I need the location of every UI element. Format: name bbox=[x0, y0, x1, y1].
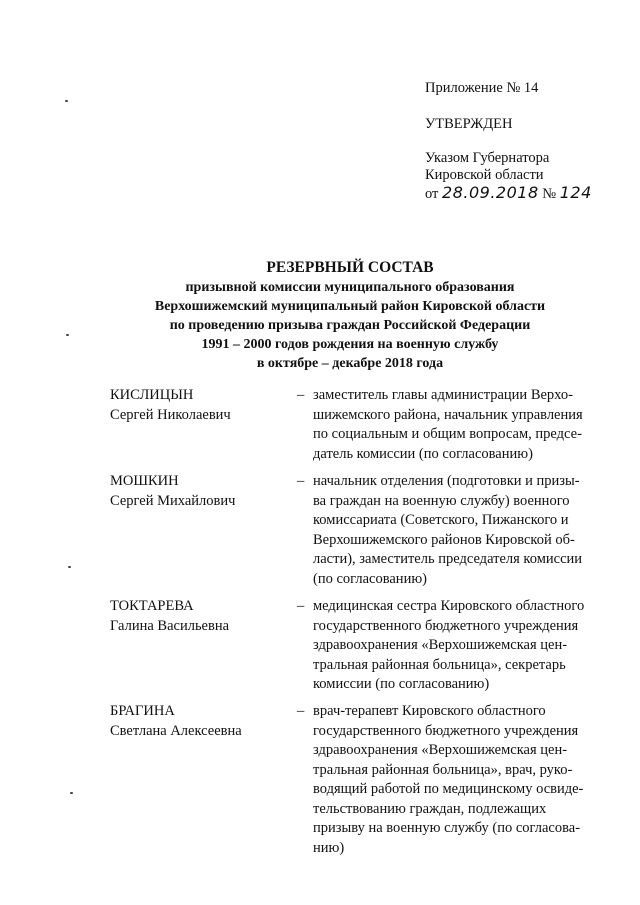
role-line: по социальным и общим вопросам, предсе- bbox=[313, 426, 582, 442]
member-dash: – bbox=[297, 473, 305, 489]
role-line: начальник отделения (подготовки и призы- bbox=[313, 473, 580, 489]
appendix-number: Приложение № 14 bbox=[425, 80, 539, 96]
role-line: датель комиссии (по согласованию) bbox=[313, 445, 533, 462]
scan-speck bbox=[68, 566, 71, 568]
title-line-4: по проведению призыва граждан Российской Федерации bbox=[169, 318, 531, 333]
role-line: комиссариата (Советского, Пижанского и bbox=[313, 512, 569, 528]
member-role bbox=[313, 597, 598, 695]
decree-line-2: Кировской области bbox=[425, 167, 544, 183]
title-line-5: 1991 – 2000 годов рождения на военную службу bbox=[201, 337, 499, 352]
approved-label: УТВЕРЖДЕН bbox=[425, 116, 513, 132]
title-heading: РЕЗЕРВНЫЙ СОСТАВ bbox=[266, 259, 434, 276]
role-line: ва граждан на военную службу) военного bbox=[313, 492, 570, 509]
role-line: шижемского района, начальник управления bbox=[313, 406, 583, 423]
handwritten-number: 124 bbox=[559, 183, 592, 202]
role-line: нию) bbox=[313, 839, 345, 856]
role-line: государственного бюджетного учреждения bbox=[313, 617, 579, 634]
role-line: (по согласованию) bbox=[313, 570, 427, 587]
member-dash: – bbox=[297, 703, 305, 719]
role-line: медицинская сестра Кировского областного bbox=[313, 598, 585, 614]
member-role bbox=[313, 702, 598, 858]
member-surname: МОШКИН bbox=[110, 473, 179, 489]
member-name bbox=[110, 702, 295, 741]
decree-date-number bbox=[425, 184, 625, 203]
member-surname: БРАГИНА bbox=[110, 703, 175, 719]
member-given-name: Галина Васильевна bbox=[110, 617, 230, 634]
handwritten-date: 28.09.2018 bbox=[442, 183, 539, 202]
number-prefix: № bbox=[542, 186, 557, 202]
approval-block bbox=[425, 80, 625, 203]
member-surname: ТОКТАРЕВА bbox=[110, 598, 194, 614]
member-dash: – bbox=[297, 387, 305, 403]
title-line-2: призывной комиссии муниципального образования bbox=[185, 280, 515, 295]
role-line: здравоохранения «Верхошижемская цен- bbox=[313, 637, 568, 653]
member-name bbox=[110, 597, 295, 636]
member-dash: – bbox=[297, 598, 305, 614]
member-name bbox=[110, 386, 295, 425]
member-role bbox=[313, 386, 598, 464]
decree-line-1: Указом Губернатора bbox=[425, 150, 550, 166]
role-line: водящий работой по медицинскому освиде- bbox=[313, 781, 584, 797]
member-given-name: Сергей Николаевич bbox=[110, 406, 231, 423]
role-line: комиссии (по согласованию) bbox=[313, 676, 490, 692]
role-line: Верхошижемского районов Кировской об- bbox=[313, 531, 575, 548]
title-line-3: Верхошижемский муниципальный район Кировской области bbox=[154, 299, 546, 314]
role-line: государственного бюджетного учреждения bbox=[313, 722, 579, 739]
scan-speck bbox=[66, 334, 69, 336]
role-line: тральная районная больница», врач, руко- bbox=[313, 761, 573, 778]
role-line: призыву на военную службу (по согласова- bbox=[313, 820, 581, 836]
role-line: тральная районная больница», секретарь bbox=[313, 656, 566, 673]
member-given-name: Сергей Михайлович bbox=[110, 492, 236, 509]
role-line: ласти), заместитель председателя комиссии bbox=[313, 551, 583, 567]
member-name bbox=[110, 472, 295, 511]
scan-speck bbox=[65, 100, 68, 102]
role-line: здравоохранения «Верхошижемская цен- bbox=[313, 742, 568, 758]
role-line: тельствованию граждан, подлежащих bbox=[313, 800, 547, 817]
member-surname: КИСЛИЦЫН bbox=[110, 387, 194, 403]
member-given-name: Светлана Алексеевна bbox=[110, 722, 242, 739]
scan-speck bbox=[70, 792, 73, 794]
from-prefix: от bbox=[425, 186, 439, 202]
document-title bbox=[100, 258, 600, 373]
member-role bbox=[313, 472, 598, 589]
role-line: заместитель главы администрации Верхо- bbox=[313, 387, 573, 403]
role-line: врач-терапевт Кировского областного bbox=[313, 703, 546, 719]
title-line-6: в октябре – декабре 2018 года bbox=[256, 356, 444, 371]
